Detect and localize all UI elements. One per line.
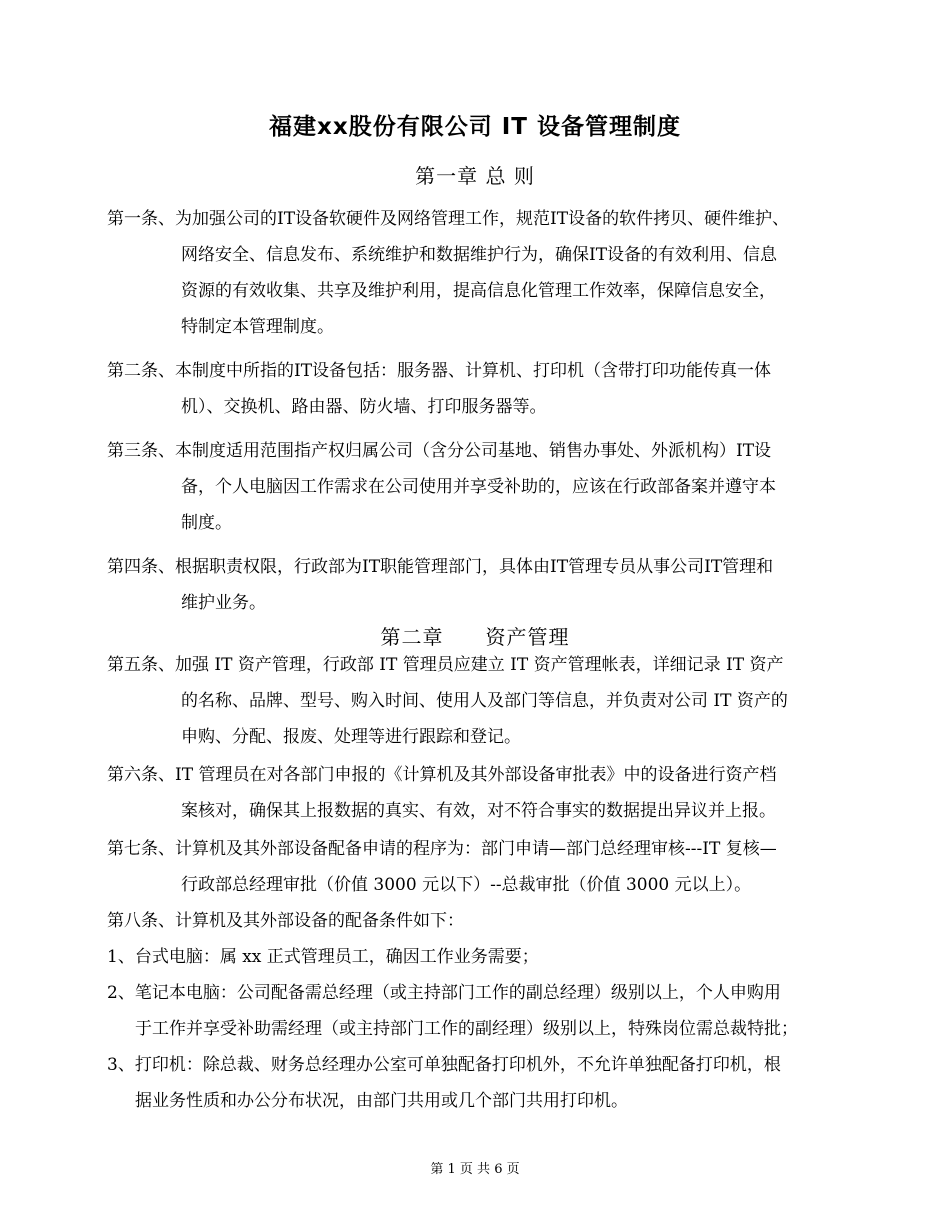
chapter-heading-1: 第一章 总 则 [415,164,535,188]
article-6-line-1: 第六条、IT 管理员在对各部门申报的《计算机及其外部设备审批表》中的设备进行资产档 [107,765,777,785]
article-3-line-2: 备，个人电脑因工作需求在公司使用并享受补助的，应该在行政部备案并遵守本 [181,477,776,497]
article-1-line-4: 特制定本管理制度。 [181,317,334,337]
article-2-line-1: 第二条、本制度中所指的IT设备包括：服务器、计算机、打印机（含带打印功能传真一体 [107,361,772,381]
article-2-line-2: 机）、交换机、路由器、防火墙、打印服务器等。 [181,397,547,417]
article-1-line-2: 网络安全、信息发布、系统维护和数据维护行为，确保IT设备的有效利用、信息 [181,245,778,265]
article-3-line-3: 制度。 [181,513,232,533]
article-8-line-1: 第八条、计算机及其外部设备的配备条件如下： [107,911,464,931]
article-5-line-1: 第五条、加强 IT 资产管理，行政部 IT 管理员应建立 IT 资产管理帐表，详细记录 IT 资产 [107,655,784,675]
article-5-line-3: 申购、分配、报废、处理等进行跟踪和登记。 [181,727,521,747]
article-3-line-1: 第三条、本制度适用范围指产权归属公司（含分公司基地、销售办事处、外派机构）IT设 [107,441,772,461]
item-3-line-1: 3、打印机：除总裁、财务总经理办公室可单独配备打印机外，不允许单独配备打印机，根 [107,1055,781,1075]
item-3-line-2: 据业务性质和办公分布状况，由部门共用或几个部门共用打印机。 [135,1091,628,1111]
item-2-line-1: 2、笔记本电脑：公司配备需总经理（或主持部门工作的副总经理）级别以上，个人申购用 [107,983,781,1003]
document-title: 福建xx股份有限公司 IT 设备管理制度 [269,114,681,140]
article-5-line-2: 的名称、品牌、型号、购入时间、使用人及部门等信息，并负责对公司 IT 资产的 [181,691,788,711]
item-1-line-1: 1、台式电脑：属 xx 正式管理员工，确因工作业务需要； [107,947,539,967]
chapter-heading-2: 第二章 资产管理 [380,625,570,649]
article-6-line-2: 案核对，确保其上报数据的真实、有效，对不符合事实的数据提出异议并上报。 [181,801,776,821]
item-2-line-2: 于工作并享受补助需经理（或主持部门工作的副经理）级别以上，特殊岗位需总裁特批； [135,1019,798,1039]
article-1-line-3: 资源的有效收集、共享及维护利用，提高信息化管理工作效率，保障信息安全， [181,281,776,301]
article-1-line-1: 第一条、为加强公司的IT设备软硬件及网络管理工作，规范IT设备的软件拷贝、硬件维护、 [107,209,790,229]
page-footer: 第 1 页 共 6 页 [430,1162,520,1177]
article-4-line-1: 第四条、根据职责权限，行政部为IT职能管理部门，具体由IT管理专员从事公司IT管理和 [107,557,774,577]
article-4-line-2: 维护业务。 [181,593,266,613]
article-7-line-1: 第七条、计算机及其外部设备配备申请的程序为：部门申请—部门总经理审核---IT 复核— [107,839,777,859]
article-7-line-2: 行政部总经理审批（价值 3000 元以下）--总裁审批（价值 3000 元以上）。 [181,875,752,895]
